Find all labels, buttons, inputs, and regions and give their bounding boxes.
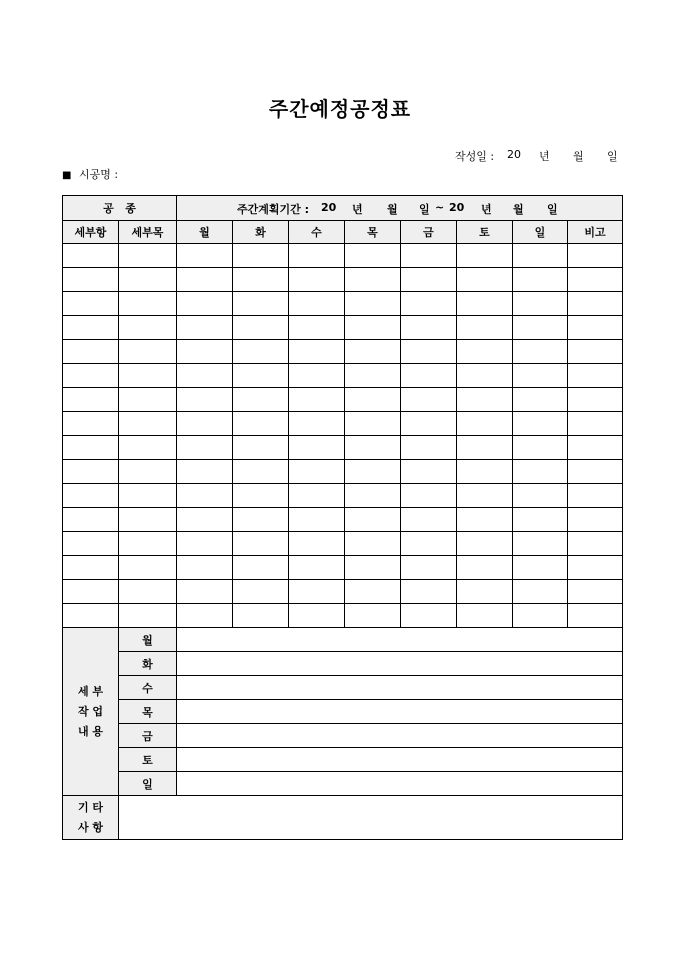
schedule-cell[interactable] bbox=[177, 556, 233, 580]
column-header: 금 bbox=[401, 221, 457, 244]
schedule-cell[interactable] bbox=[177, 436, 233, 460]
schedule-cell[interactable] bbox=[457, 244, 513, 268]
schedule-cell[interactable] bbox=[457, 532, 513, 556]
detail-day-label: 수 bbox=[119, 676, 177, 700]
schedule-cell[interactable] bbox=[457, 292, 513, 316]
schedule-cell[interactable] bbox=[63, 508, 119, 532]
schedule-cell[interactable] bbox=[233, 340, 289, 364]
site-name-line bbox=[62, 166, 118, 182]
schedule-cell[interactable] bbox=[289, 388, 345, 412]
detail-row bbox=[63, 772, 623, 796]
schedule-cell[interactable] bbox=[289, 532, 345, 556]
schedule-cell[interactable] bbox=[177, 508, 233, 532]
schedule-row bbox=[63, 508, 623, 532]
schedule-cell[interactable] bbox=[513, 412, 568, 436]
schedule-cell[interactable] bbox=[233, 268, 289, 292]
schedule-cell[interactable] bbox=[513, 460, 568, 484]
schedule-cell[interactable] bbox=[233, 412, 289, 436]
schedule-cell[interactable] bbox=[119, 412, 177, 436]
schedule-cell[interactable] bbox=[345, 508, 401, 532]
detail-day-label: 금 bbox=[119, 724, 177, 748]
schedule-cell[interactable] bbox=[119, 388, 177, 412]
schedule-cell[interactable] bbox=[289, 508, 345, 532]
column-header: 월 bbox=[177, 221, 233, 244]
schedule-cell[interactable] bbox=[568, 532, 623, 556]
period-label: 주간계획기간 : bbox=[237, 203, 309, 216]
schedule-cell[interactable] bbox=[289, 436, 345, 460]
schedule-cell[interactable] bbox=[345, 244, 401, 268]
date-month-unit: 월 bbox=[573, 150, 584, 163]
period-tilde: ~ bbox=[435, 201, 445, 214]
schedule-cell[interactable] bbox=[289, 580, 345, 604]
schedule-cell[interactable] bbox=[289, 268, 345, 292]
schedule-cell[interactable] bbox=[401, 460, 457, 484]
schedule-cell[interactable] bbox=[568, 388, 623, 412]
schedule-cell[interactable] bbox=[177, 412, 233, 436]
schedule-cell[interactable] bbox=[345, 604, 401, 628]
other-notes-row bbox=[63, 796, 623, 840]
schedule-cell[interactable] bbox=[513, 580, 568, 604]
schedule-cell[interactable] bbox=[457, 340, 513, 364]
schedule-cell[interactable] bbox=[345, 532, 401, 556]
schedule-cell[interactable] bbox=[63, 436, 119, 460]
period-end-day-unit: 일 bbox=[547, 203, 558, 216]
square-bullet-icon: ■ bbox=[62, 170, 72, 181]
other-notes-label bbox=[63, 796, 119, 840]
schedule-cell[interactable] bbox=[513, 268, 568, 292]
period-end-month-unit: 월 bbox=[513, 203, 524, 216]
schedule-cell[interactable] bbox=[177, 268, 233, 292]
schedule-cell[interactable] bbox=[568, 436, 623, 460]
schedule-cell[interactable] bbox=[233, 484, 289, 508]
schedule-cell[interactable] bbox=[119, 604, 177, 628]
schedule-cell[interactable] bbox=[345, 412, 401, 436]
schedule-cell[interactable] bbox=[568, 268, 623, 292]
schedule-row bbox=[63, 268, 623, 292]
detail-content-cell[interactable] bbox=[177, 652, 623, 676]
date-day-unit: 일 bbox=[607, 150, 618, 163]
schedule-cell[interactable] bbox=[289, 412, 345, 436]
schedule-cell[interactable] bbox=[401, 556, 457, 580]
schedule-cell[interactable] bbox=[63, 556, 119, 580]
schedule-cell[interactable] bbox=[177, 484, 233, 508]
date-year-unit: 년 bbox=[539, 150, 550, 163]
date-year: 20 bbox=[507, 148, 521, 161]
schedule-cell[interactable] bbox=[177, 580, 233, 604]
period-end-year-unit: 년 bbox=[481, 203, 492, 216]
schedule-cell[interactable] bbox=[568, 508, 623, 532]
schedule-cell[interactable] bbox=[177, 340, 233, 364]
detail-row bbox=[63, 652, 623, 676]
schedule-cell[interactable] bbox=[401, 436, 457, 460]
detail-work-label bbox=[63, 628, 119, 796]
period-start-month-unit: 월 bbox=[387, 203, 398, 216]
schedule-cell[interactable] bbox=[63, 388, 119, 412]
detail-work-label-line: 내 용 bbox=[77, 724, 104, 738]
schedule-cell[interactable] bbox=[513, 316, 568, 340]
schedule-cell[interactable] bbox=[568, 340, 623, 364]
schedule-cell[interactable] bbox=[63, 460, 119, 484]
schedule-cell[interactable] bbox=[401, 412, 457, 436]
schedule-cell[interactable] bbox=[119, 340, 177, 364]
schedule-row bbox=[63, 604, 623, 628]
schedule-cell[interactable] bbox=[345, 436, 401, 460]
schedule-cell[interactable] bbox=[63, 580, 119, 604]
schedule-row bbox=[63, 340, 623, 364]
schedule-cell[interactable] bbox=[345, 556, 401, 580]
schedule-cell[interactable] bbox=[233, 292, 289, 316]
schedule-cell[interactable] bbox=[345, 292, 401, 316]
schedule-cell[interactable] bbox=[401, 508, 457, 532]
schedule-cell[interactable] bbox=[63, 268, 119, 292]
schedule-cell[interactable] bbox=[568, 604, 623, 628]
schedule-cell[interactable] bbox=[568, 484, 623, 508]
site-name-label: 시공명 : bbox=[78, 168, 119, 181]
schedule-cell[interactable] bbox=[119, 316, 177, 340]
schedule-cell[interactable] bbox=[401, 604, 457, 628]
column-header: 일 bbox=[513, 221, 568, 244]
detail-work-label-line: 작 업 bbox=[77, 704, 104, 718]
column-header: 수 bbox=[289, 221, 345, 244]
schedule-cell[interactable] bbox=[233, 436, 289, 460]
weekly-schedule-table bbox=[62, 195, 623, 840]
detail-content-cell[interactable] bbox=[177, 676, 623, 700]
schedule-cell[interactable] bbox=[568, 316, 623, 340]
schedule-cell[interactable] bbox=[457, 316, 513, 340]
other-notes-label-line: 사 항 bbox=[77, 820, 104, 834]
schedule-cell[interactable] bbox=[568, 412, 623, 436]
schedule-cell[interactable] bbox=[177, 244, 233, 268]
schedule-cell[interactable] bbox=[119, 364, 177, 388]
period-start-day-unit: 일 bbox=[419, 203, 430, 216]
schedule-row bbox=[63, 580, 623, 604]
schedule-cell[interactable] bbox=[119, 292, 177, 316]
schedule-cell[interactable] bbox=[513, 556, 568, 580]
schedule-cell[interactable] bbox=[289, 460, 345, 484]
detail-content-cell[interactable] bbox=[177, 628, 623, 652]
detail-day-label: 토 bbox=[119, 748, 177, 772]
schedule-cell[interactable] bbox=[233, 556, 289, 580]
other-notes-label-line: 기 타 bbox=[77, 800, 104, 814]
schedule-cell[interactable] bbox=[345, 460, 401, 484]
detail-row bbox=[63, 748, 623, 772]
schedule-cell[interactable] bbox=[177, 604, 233, 628]
schedule-cell[interactable] bbox=[177, 364, 233, 388]
schedule-cell[interactable] bbox=[568, 292, 623, 316]
schedule-cell[interactable] bbox=[177, 532, 233, 556]
date-label: 작성일 : bbox=[455, 150, 495, 163]
schedule-row bbox=[63, 388, 623, 412]
schedule-cell[interactable] bbox=[63, 604, 119, 628]
schedule-cell[interactable] bbox=[568, 364, 623, 388]
schedule-cell[interactable] bbox=[345, 340, 401, 364]
schedule-cell[interactable] bbox=[119, 580, 177, 604]
schedule-cell[interactable] bbox=[119, 532, 177, 556]
schedule-cell[interactable] bbox=[289, 292, 345, 316]
schedule-cell[interactable] bbox=[345, 364, 401, 388]
schedule-cell[interactable] bbox=[457, 580, 513, 604]
column-header: 토 bbox=[457, 221, 513, 244]
schedule-row bbox=[63, 436, 623, 460]
schedule-cell[interactable] bbox=[457, 268, 513, 292]
schedule-cell[interactable] bbox=[63, 364, 119, 388]
schedule-cell[interactable] bbox=[401, 580, 457, 604]
schedule-cell[interactable] bbox=[233, 508, 289, 532]
schedule-cell[interactable] bbox=[457, 412, 513, 436]
detail-content-cell[interactable] bbox=[177, 724, 623, 748]
schedule-cell[interactable] bbox=[401, 268, 457, 292]
detail-row bbox=[63, 676, 623, 700]
schedule-cell[interactable] bbox=[345, 580, 401, 604]
schedule-cell[interactable] bbox=[233, 460, 289, 484]
column-header: 세부목 bbox=[119, 221, 177, 244]
column-header: 비고 bbox=[568, 221, 623, 244]
page-title: 주간예정공정표 bbox=[268, 97, 412, 121]
schedule-cell[interactable] bbox=[513, 292, 568, 316]
schedule-cell[interactable] bbox=[63, 532, 119, 556]
other-notes-content-cell[interactable] bbox=[119, 796, 623, 840]
schedule-cell[interactable] bbox=[233, 580, 289, 604]
detail-day-label: 화 bbox=[119, 652, 177, 676]
schedule-cell[interactable] bbox=[63, 484, 119, 508]
schedule-cell[interactable] bbox=[401, 340, 457, 364]
schedule-cell[interactable] bbox=[233, 316, 289, 340]
column-header: 목 bbox=[345, 221, 401, 244]
schedule-cell[interactable] bbox=[289, 556, 345, 580]
schedule-cell[interactable] bbox=[119, 436, 177, 460]
schedule-cell[interactable] bbox=[233, 532, 289, 556]
schedule-cell[interactable] bbox=[401, 364, 457, 388]
schedule-cell[interactable] bbox=[401, 292, 457, 316]
schedule-cell[interactable] bbox=[289, 484, 345, 508]
detail-work-label-line: 세 부 bbox=[77, 684, 104, 698]
schedule-cell[interactable] bbox=[177, 388, 233, 412]
schedule-cell[interactable] bbox=[63, 340, 119, 364]
schedule-cell[interactable] bbox=[401, 316, 457, 340]
schedule-cell[interactable] bbox=[345, 268, 401, 292]
schedule-cell[interactable] bbox=[233, 604, 289, 628]
schedule-cell[interactable] bbox=[568, 580, 623, 604]
schedule-cell[interactable] bbox=[345, 484, 401, 508]
detail-day-label: 목 bbox=[119, 700, 177, 724]
schedule-row bbox=[63, 364, 623, 388]
schedule-cell[interactable] bbox=[177, 292, 233, 316]
schedule-cell[interactable] bbox=[513, 388, 568, 412]
schedule-row bbox=[63, 292, 623, 316]
schedule-cell[interactable] bbox=[289, 364, 345, 388]
period-start-year-unit: 년 bbox=[352, 203, 363, 216]
schedule-cell[interactable] bbox=[513, 484, 568, 508]
schedule-cell[interactable] bbox=[513, 604, 568, 628]
schedule-cell[interactable] bbox=[513, 532, 568, 556]
schedule-cell[interactable] bbox=[345, 388, 401, 412]
schedule-cell[interactable] bbox=[63, 316, 119, 340]
work-type-header: 공 종 bbox=[63, 196, 177, 221]
detail-row bbox=[63, 724, 623, 748]
detail-content-cell[interactable] bbox=[177, 772, 623, 796]
schedule-row bbox=[63, 556, 623, 580]
schedule-row bbox=[63, 532, 623, 556]
schedule-cell[interactable] bbox=[457, 484, 513, 508]
schedule-cell[interactable] bbox=[568, 460, 623, 484]
schedule-cell[interactable] bbox=[457, 364, 513, 388]
schedule-cell[interactable] bbox=[568, 244, 623, 268]
schedule-cell[interactable] bbox=[177, 316, 233, 340]
schedule-cell[interactable] bbox=[63, 244, 119, 268]
schedule-row bbox=[63, 316, 623, 340]
schedule-cell[interactable] bbox=[119, 460, 177, 484]
column-header: 화 bbox=[233, 221, 289, 244]
schedule-cell[interactable] bbox=[289, 604, 345, 628]
schedule-cell[interactable] bbox=[233, 388, 289, 412]
schedule-cell[interactable] bbox=[457, 508, 513, 532]
schedule-cell[interactable] bbox=[513, 436, 568, 460]
plan-period-header bbox=[177, 196, 623, 221]
schedule-cell[interactable] bbox=[457, 556, 513, 580]
schedule-cell[interactable] bbox=[63, 292, 119, 316]
schedule-row bbox=[63, 460, 623, 484]
column-header: 세부항 bbox=[63, 221, 119, 244]
schedule-cell[interactable] bbox=[457, 604, 513, 628]
schedule-cell[interactable] bbox=[289, 244, 345, 268]
schedule-cell[interactable] bbox=[401, 532, 457, 556]
schedule-cell[interactable] bbox=[119, 508, 177, 532]
schedule-cell[interactable] bbox=[401, 484, 457, 508]
schedule-cell[interactable] bbox=[119, 268, 177, 292]
period-end-year: 20 bbox=[449, 201, 465, 214]
schedule-cell[interactable] bbox=[345, 316, 401, 340]
schedule-cell[interactable] bbox=[177, 460, 233, 484]
schedule-cell[interactable] bbox=[457, 388, 513, 412]
schedule-cell[interactable] bbox=[119, 244, 177, 268]
detail-row bbox=[63, 628, 623, 652]
detail-content-cell[interactable] bbox=[177, 748, 623, 772]
schedule-cell[interactable] bbox=[513, 340, 568, 364]
schedule-cell[interactable] bbox=[457, 460, 513, 484]
schedule-cell[interactable] bbox=[289, 316, 345, 340]
schedule-row bbox=[63, 484, 623, 508]
schedule-cell[interactable] bbox=[289, 340, 345, 364]
schedule-cell[interactable] bbox=[568, 556, 623, 580]
schedule-cell[interactable] bbox=[513, 244, 568, 268]
schedule-cell[interactable] bbox=[119, 556, 177, 580]
detail-day-label: 일 bbox=[119, 772, 177, 796]
schedule-cell[interactable] bbox=[233, 364, 289, 388]
schedule-cell[interactable] bbox=[513, 364, 568, 388]
schedule-cell[interactable] bbox=[401, 388, 457, 412]
schedule-cell[interactable] bbox=[513, 508, 568, 532]
period-start-year: 20 bbox=[321, 201, 337, 214]
schedule-cell[interactable] bbox=[401, 244, 457, 268]
schedule-row bbox=[63, 244, 623, 268]
schedule-cell[interactable] bbox=[63, 412, 119, 436]
detail-content-cell[interactable] bbox=[177, 700, 623, 724]
detail-row bbox=[63, 700, 623, 724]
schedule-cell[interactable] bbox=[457, 436, 513, 460]
schedule-row bbox=[63, 412, 623, 436]
schedule-cell[interactable] bbox=[233, 244, 289, 268]
schedule-cell[interactable] bbox=[119, 484, 177, 508]
detail-day-label: 월 bbox=[119, 628, 177, 652]
